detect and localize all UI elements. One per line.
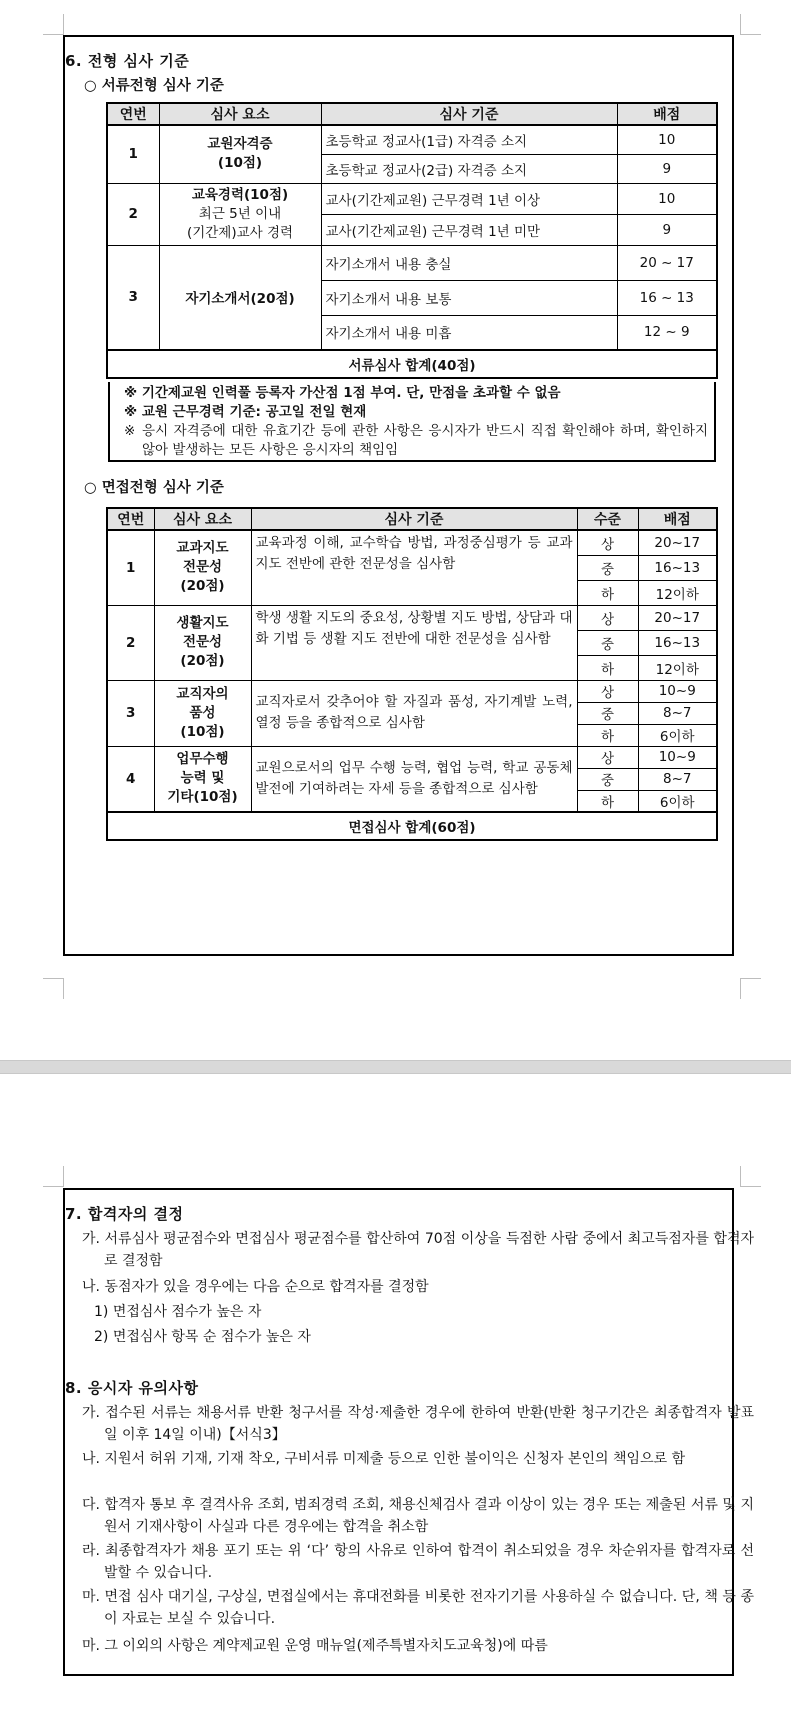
row-number: 2 <box>107 183 159 245</box>
interview-title: ○ 면접전형 심사 기준 <box>84 480 224 496</box>
col-header: 심사 기준 <box>251 508 577 530</box>
level: 하 <box>577 655 638 680</box>
criteria-text: 자기소개서 내용 보통 <box>321 280 617 315</box>
score: 9 <box>617 154 717 183</box>
section-8-item: 가. 접수된 서류는 채용서류 반환 청구서를 작성·제출한 경우에 한하여 반환(반환 청구기간은 최종합격자 발표일 이후 14일 이내)【서식3】 <box>82 1405 754 1443</box>
criteria-text: 교육과정 이해, 교수학습 방법, 과정중심평가 등 교과 지도 전반에 관한 전문성을 심사함 <box>251 530 577 605</box>
criteria-text: 교사(기간제교원) 근무경력 1년 이상 <box>321 183 617 214</box>
level: 하 <box>577 580 638 605</box>
section-8-title: 8. 응시자 유의사항 <box>65 1379 199 1397</box>
page-separator <box>0 1060 791 1074</box>
row-number: 1 <box>107 125 159 183</box>
level: 상 <box>577 680 638 702</box>
score: 16 ~ 13 <box>617 280 717 315</box>
row-number: 3 <box>107 245 159 350</box>
row-number: 1 <box>107 530 154 605</box>
score: 8~7 <box>638 768 717 790</box>
note-bonus: ※ 기간제교원 인력풀 등록자 가산점 1점 부여. 단, 만점을 초과할 수 없음 <box>124 385 561 401</box>
section-7-subitem: 2) 면접심사 항목 순 점수가 높은 자 <box>94 1329 311 1345</box>
level: 중 <box>577 630 638 655</box>
level: 중 <box>577 768 638 790</box>
score: 10~9 <box>638 746 717 768</box>
level: 중 <box>577 702 638 724</box>
section-8-item: 라. 최종합격자가 채용 포기 또는 위 ‘다’ 항의 사유로 인하여 합격이 취소되었을 경우 차순위자를 합격자로 선발할 수 있습니다. <box>82 1543 754 1581</box>
crop-mark <box>740 14 761 35</box>
score: 10 <box>617 125 717 154</box>
section-8-item: 다. 합격자 통보 후 결격사유 조회, 범죄경력 조회, 채용신체검사 결과 이상이 있는 경우 또는 제출된 서류 및 지원서 기재사항이 사실과 다른 경우에는 합격을 취소함 <box>82 1497 754 1535</box>
criteria-item: 교과지도 전문성 (20점) <box>154 530 251 605</box>
col-header: 심사 기준 <box>321 103 617 125</box>
score: 20~17 <box>638 605 717 630</box>
criteria-item-title: 교육경력(10점) <box>191 186 289 203</box>
score: 6이하 <box>638 724 717 746</box>
criteria-text: 초등학교 정교사(2급) 자격증 소지 <box>321 154 617 183</box>
criteria-text: 교사(기간제교원) 근무경력 1년 미만 <box>321 214 617 245</box>
crop-mark <box>43 978 64 999</box>
criteria-text: 학생 생활 지도의 중요성, 상황별 지도 방법, 상담과 대화 기법 등 생활 지도 전반에 대한 전문성을 심사함 <box>251 605 577 680</box>
criteria-item-sub: 최근 5년 이내 (기간제)교사 경력 <box>186 205 294 241</box>
interview-total: 면접심사 합계(60점) <box>107 812 717 840</box>
criteria-item <box>159 183 321 245</box>
section-8-item: 나. 지원서 허위 기재, 기재 착오, 구비서류 미제출 등으로 인한 불이익은 신청자 본인의 책임으로 함 <box>82 1451 686 1467</box>
criteria-item: 교직자의 품성 (10점) <box>154 680 251 746</box>
col-header: 연번 <box>107 508 154 530</box>
level: 상 <box>577 746 638 768</box>
criteria-text: 교원으로서의 업무 수행 능력, 협업 능력, 학교 공동체 발전에 기여하려는 자세 등을 종합적으로 심사함 <box>251 746 577 812</box>
level: 하 <box>577 724 638 746</box>
col-header: 심사 요소 <box>154 508 251 530</box>
section-7-item: 나. 동점자가 있을 경우에는 다음 순으로 합격자를 결정함 <box>82 1279 429 1295</box>
score: 20~17 <box>638 530 717 555</box>
col-header: 수준 <box>577 508 638 530</box>
score: 20 ~ 17 <box>617 245 717 280</box>
score: 16~13 <box>638 630 717 655</box>
section-8-item: 마. 그 이외의 사항은 계약제교원 운영 매뉴얼(제주특별자치도교육청)에 따름 <box>82 1638 548 1654</box>
score: 10~9 <box>638 680 717 702</box>
score: 12이하 <box>638 580 717 605</box>
col-header: 배점 <box>638 508 717 530</box>
score: 16~13 <box>638 555 717 580</box>
level: 상 <box>577 605 638 630</box>
score: 9 <box>617 214 717 245</box>
crop-mark <box>740 1166 761 1187</box>
criteria-text: 자기소개서 내용 미흡 <box>321 315 617 350</box>
col-header: 연번 <box>107 103 159 125</box>
col-header: 배점 <box>617 103 717 125</box>
crop-mark <box>43 14 64 35</box>
doc-screening-title: ○ 서류전형 심사 기준 <box>84 78 224 94</box>
col-header: 심사 요소 <box>159 103 321 125</box>
section-6-title: 6. 전형 심사 기준 <box>65 52 190 70</box>
row-number: 4 <box>107 746 154 812</box>
criteria-item: 생활지도 전문성 (20점) <box>154 605 251 680</box>
criteria-text: 초등학교 정교사(1급) 자격증 소지 <box>321 125 617 154</box>
criteria-item: 교원자격증 (10점) <box>159 125 321 183</box>
level: 중 <box>577 555 638 580</box>
note-certificate: ※ 응시 자격증에 대한 유효기간 등에 관한 사항은 응시자가 반드시 직접 확인해야 하며, 확인하지 않아 발생하는 모든 사항은 응시자의 책임임 <box>124 423 708 458</box>
section-8-item: 마. 면접 심사 대기실, 구상실, 면접실에서는 휴대전화를 비롯한 전자기기를 사용하실 수 없습니다. 단, 책 등 종이 자료는 보실 수 있습니다. <box>82 1589 754 1627</box>
doc-screening-table <box>106 102 718 379</box>
score: 8~7 <box>638 702 717 724</box>
section-7-title: 7. 합격자의 결정 <box>65 1205 184 1223</box>
row-number: 3 <box>107 680 154 746</box>
criteria-item: 업무수행 능력 및 기타(10점) <box>154 746 251 812</box>
score: 6이하 <box>638 790 717 812</box>
doc-total: 서류심사 합계(40점) <box>107 350 717 378</box>
section-7-subitem: 1) 면접심사 점수가 높은 자 <box>94 1304 262 1320</box>
doc-notes <box>108 382 716 462</box>
section-7-item: 가. 서류심사 평균점수와 면접심사 평균점수를 합산하여 70점 이상을 득점한 사람 중에서 최고득점자를 합격자로 결정함 <box>82 1231 754 1269</box>
score: 10 <box>617 183 717 214</box>
crop-mark <box>43 1166 64 1187</box>
level: 하 <box>577 790 638 812</box>
criteria-text: 교직자로서 갖추어야 할 자질과 품성, 자기계발 노력, 열정 등을 종합적으로 심사함 <box>251 680 577 746</box>
interview-table <box>106 507 718 841</box>
row-number: 2 <box>107 605 154 680</box>
score: 12이하 <box>638 655 717 680</box>
note-career: ※ 교원 근무경력 기준: 공고일 전일 현재 <box>124 404 367 420</box>
level: 상 <box>577 530 638 555</box>
criteria-text: 자기소개서 내용 충실 <box>321 245 617 280</box>
criteria-item: 자기소개서(20점) <box>159 245 321 350</box>
score: 12 ~ 9 <box>617 315 717 350</box>
crop-mark <box>740 978 761 999</box>
